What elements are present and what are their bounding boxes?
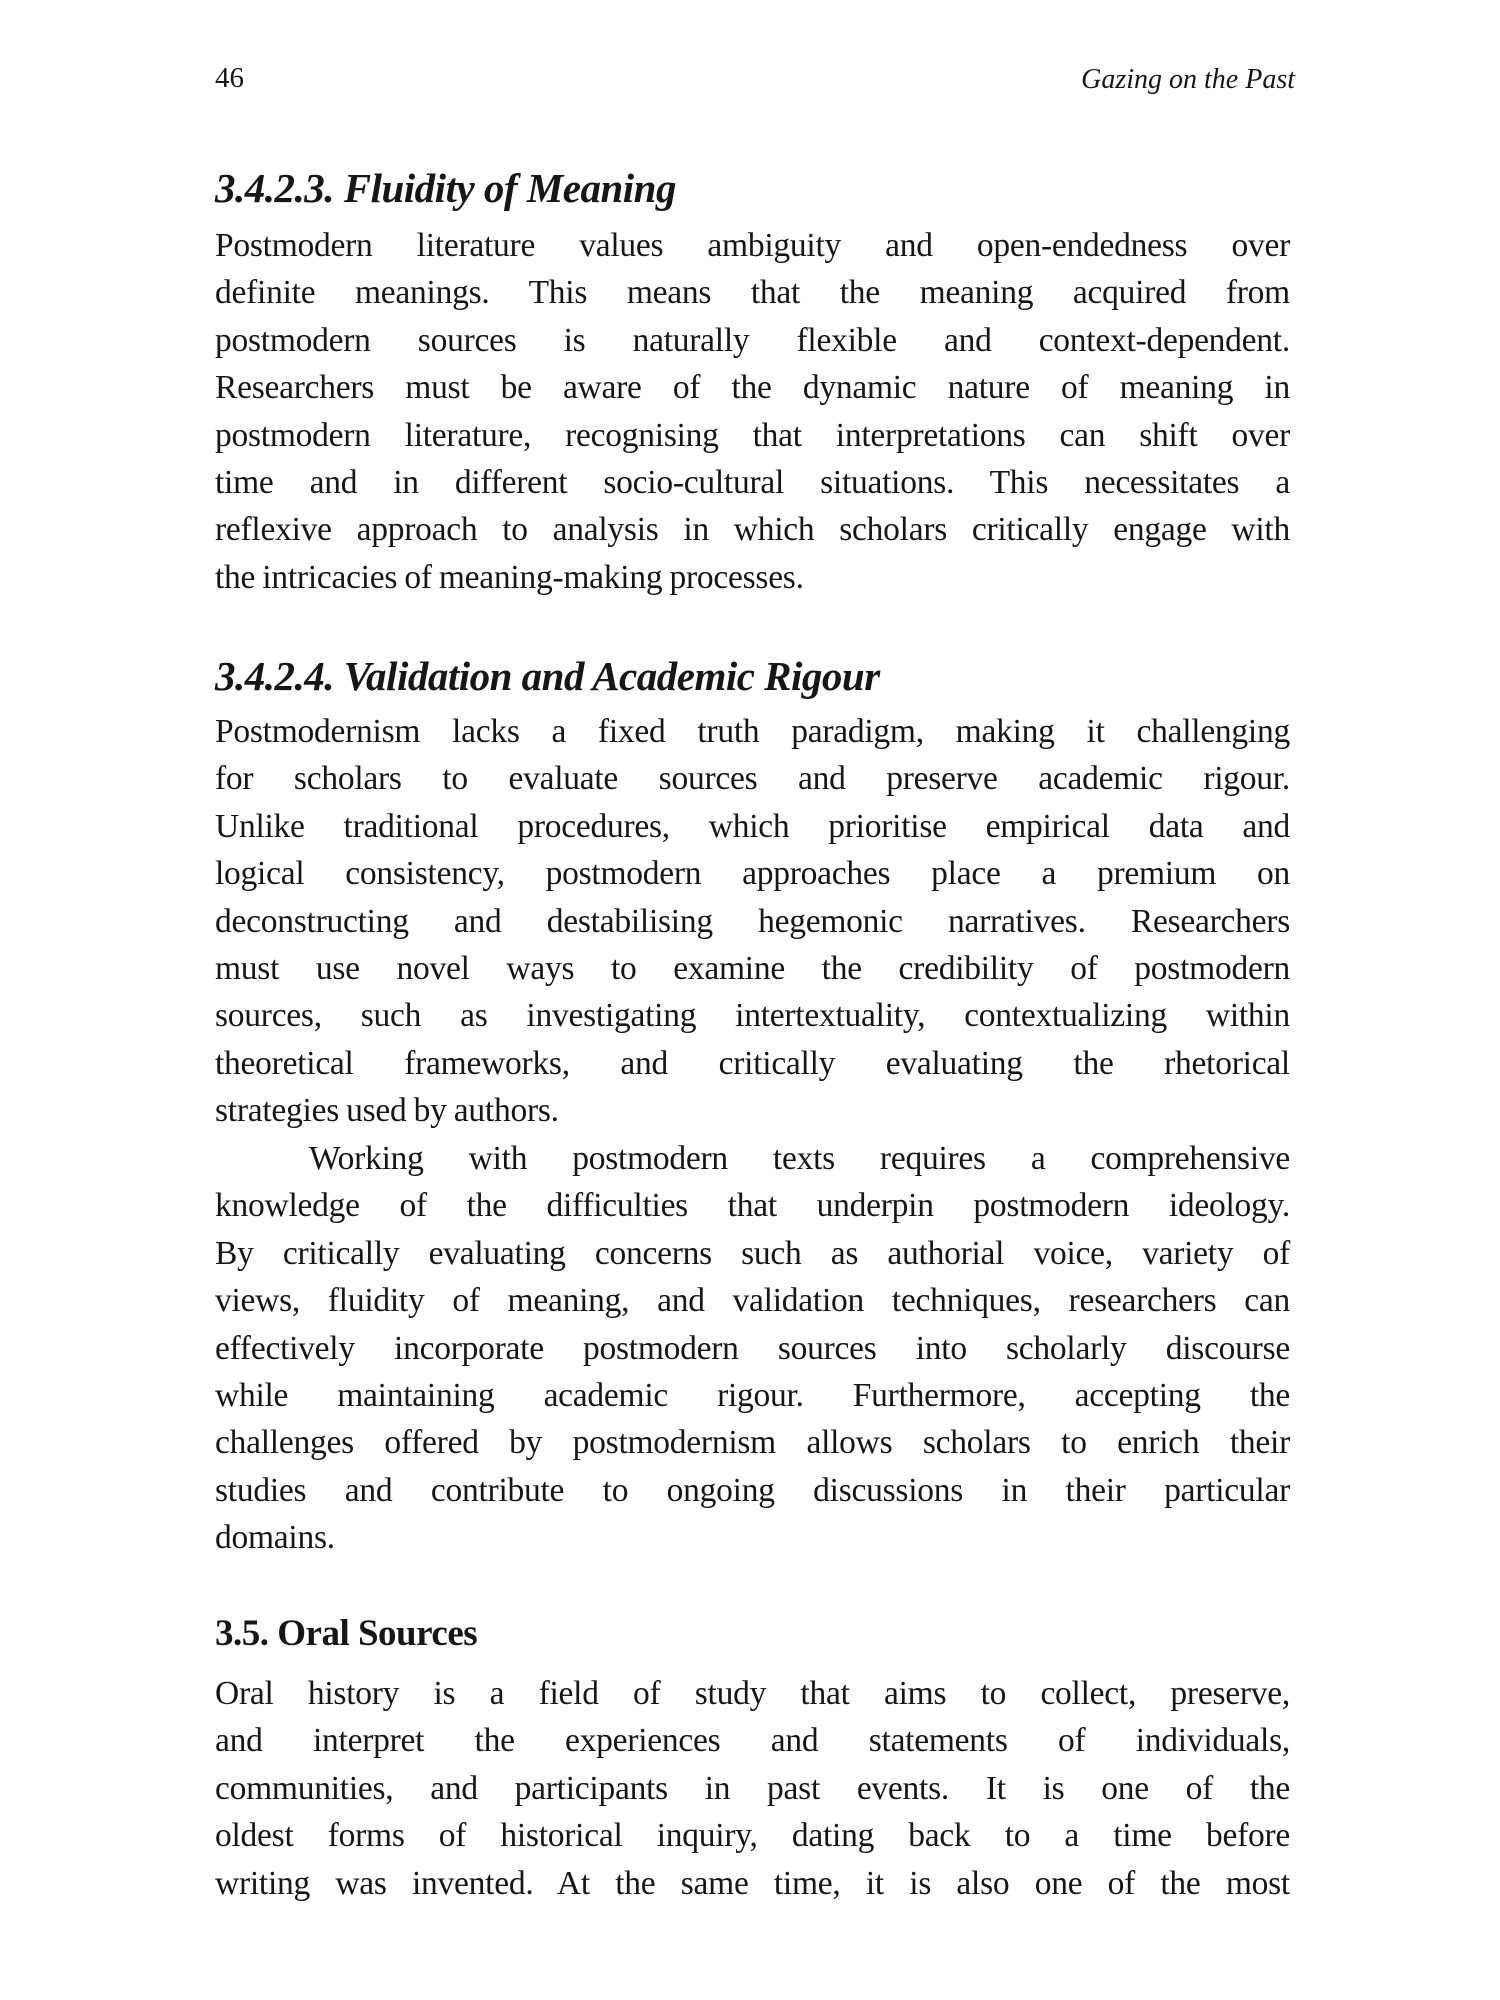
text-line: for scholars to evaluate sources and preserve academic rigour. — [215, 760, 1290, 798]
page-number: 46 — [215, 62, 244, 94]
section-heading: 3.4.2.3. Fluidity of Meaning — [215, 165, 676, 211]
text-line: the intricacies of meaning-making processes. — [215, 558, 804, 596]
text-line: reflexive approach to analysis in which scholars critically engage with — [215, 511, 1290, 549]
text-line: postmodern sources is naturally flexible and context-dependent. — [215, 321, 1290, 359]
text-line: views, fluidity of meaning, and validation techniques, researchers can — [215, 1282, 1290, 1320]
text-line: domains. — [215, 1519, 335, 1557]
text-line: logical consistency, postmodern approaches place a premium on — [215, 855, 1290, 893]
section-fluidity-of-meaning — [215, 164, 1290, 212]
text-line: Oral history is a field of study that aims to collect, preserve, — [215, 1675, 1290, 1712]
text-line: strategies used by authors. — [215, 1092, 559, 1130]
paragraph-body — [215, 1670, 1290, 1907]
section-heading: 3.5. Oral Sources — [215, 1613, 478, 1654]
text-line: By critically evaluating concerns such as authorial voice, variety of — [215, 1234, 1290, 1272]
text-line: must use novel ways to examine the credibility of postmodern — [215, 950, 1290, 988]
paragraph — [215, 708, 1290, 1135]
text-line: time and in different socio-cultural situations. This necessitates a — [215, 464, 1290, 502]
text-line: postmodern literature, recognising that interpretations can shift over — [215, 416, 1290, 454]
text-line: deconstructing and destabilising hegemonic narratives. Researchers — [215, 902, 1290, 940]
paragraph-body — [215, 222, 1290, 601]
text-line: writing was invented. At the same time, it is also one of the most — [215, 1864, 1290, 1902]
text-line: studies and contribute to ongoing discussions in their particular — [215, 1471, 1290, 1509]
section-heading: 3.4.2.4. Validation and Academic Rigour — [215, 653, 880, 699]
text-line: oldest forms of historical inquiry, dating back to a time before — [215, 1817, 1290, 1855]
paragraph-body — [215, 708, 1290, 1135]
text-line: Postmodern literature values ambiguity and open-endedness over — [215, 227, 1290, 264]
text-line: Working with postmodern texts requires a comprehensive — [309, 1140, 1290, 1177]
text-line: theoretical frameworks, and critically evaluating the rhetorical — [215, 1044, 1290, 1082]
text-line: and interpret the experiences and statements of individuals, — [215, 1722, 1290, 1760]
text-line: effectively incorporate postmodern sources into scholarly discourse — [215, 1329, 1290, 1367]
text-line: definite meanings. This means that the meaning acquired from — [215, 274, 1290, 312]
text-line: knowledge of the difficulties that underpin postmodern ideology. — [215, 1187, 1290, 1225]
paragraph — [215, 1135, 1290, 1562]
text-line: challenges offered by postmodernism allows scholars to enrich their — [215, 1424, 1290, 1462]
section-validation-and-academic-rigour — [215, 652, 1290, 700]
paragraph-body — [215, 1135, 1290, 1562]
text-line: Unlike traditional procedures, which prioritise empirical data and — [215, 807, 1290, 845]
section-oral-sources — [215, 1610, 1290, 1658]
text-line: communities, and participants in past events. It is one of the — [215, 1769, 1290, 1807]
text-line: while maintaining academic rigour. Furthermore, accepting the — [215, 1377, 1290, 1415]
text-line: Researchers must be aware of the dynamic nature of meaning in — [215, 369, 1290, 407]
paragraph — [215, 222, 1290, 601]
running-book-title: Gazing on the Past — [1081, 64, 1295, 95]
text-line: sources, such as investigating intertextuality, contextualizing within — [215, 997, 1290, 1035]
paragraph — [215, 1670, 1290, 1907]
text-line: Postmodernism lacks a fixed truth paradigm, making it challenging — [215, 713, 1290, 750]
running-head — [215, 62, 1295, 102]
